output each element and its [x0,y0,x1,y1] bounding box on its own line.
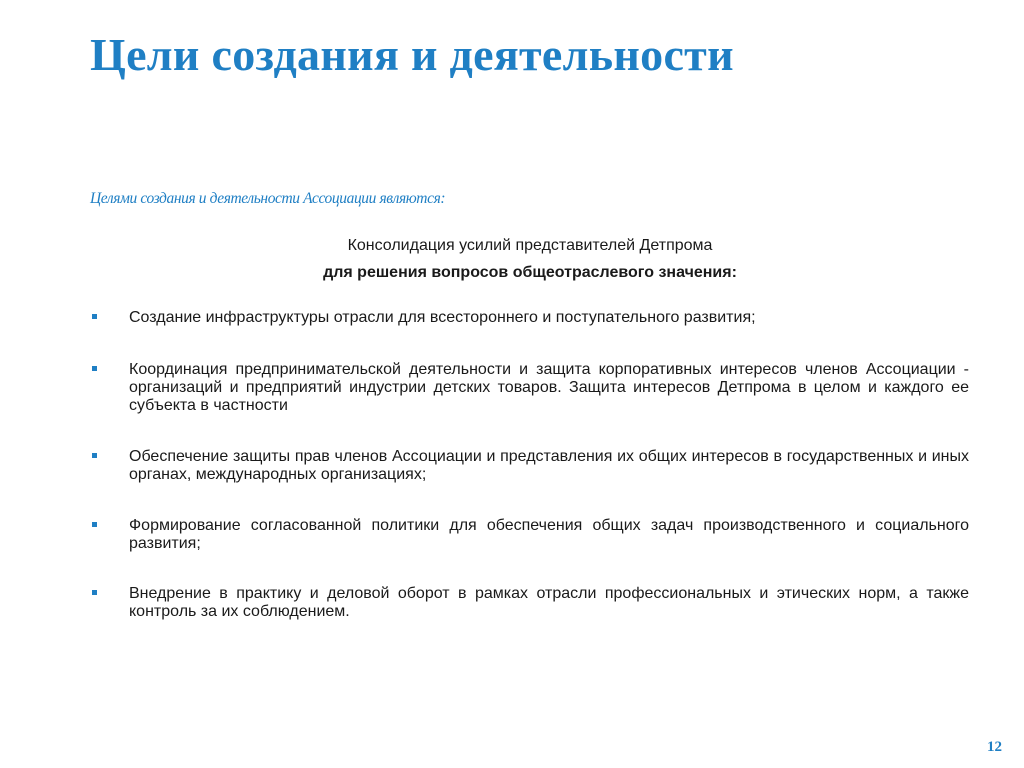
bullet-square-icon [92,590,97,595]
page-number: 12 [987,739,1002,755]
lead-line-2: для решения вопросов общеотраслевого значения: [323,264,737,281]
bullet-square-icon [92,522,97,527]
list-item [90,361,970,415]
list-item-text: Формирование согласованной политики для обеспечения общих задач производственного и социального развития; [129,517,969,552]
list-item [90,585,970,621]
list-item [90,517,970,553]
slide-title: Цели создания и деятельности [90,29,734,80]
list-item [90,309,970,327]
slide-subtitle: Целями создания и деятельности Ассоциации являются: [90,190,446,207]
lead-statement [90,232,970,286]
bullet-square-icon [92,314,97,319]
list-item-text: Координация предпринимательской деятельности и защита корпоративных интересов членов Ассоциации - организаций и предприятий индустрии детских товаров. Защита интересов Детпрома в целом и каждого ее субъекта в частности [129,361,969,414]
lead-line-1: Консолидация усилий представителей Детпрома [347,237,713,254]
list-item-text: Создание инфраструктуры отрасли для всестороннего и поступательного развития; [129,309,756,326]
list-item-text: Внедрение в практику и деловой оборот в рамках отрасли профессиональных и этических норм, а также контроль за их соблюдением. [129,585,969,620]
bullet-square-icon [92,366,97,371]
list-item [90,448,970,484]
bullet-square-icon [92,453,97,458]
list-item-text: Обеспечение защиты прав членов Ассоциации и представления их общих интересов в государственных и иных органах, международных организациях; [129,448,969,483]
